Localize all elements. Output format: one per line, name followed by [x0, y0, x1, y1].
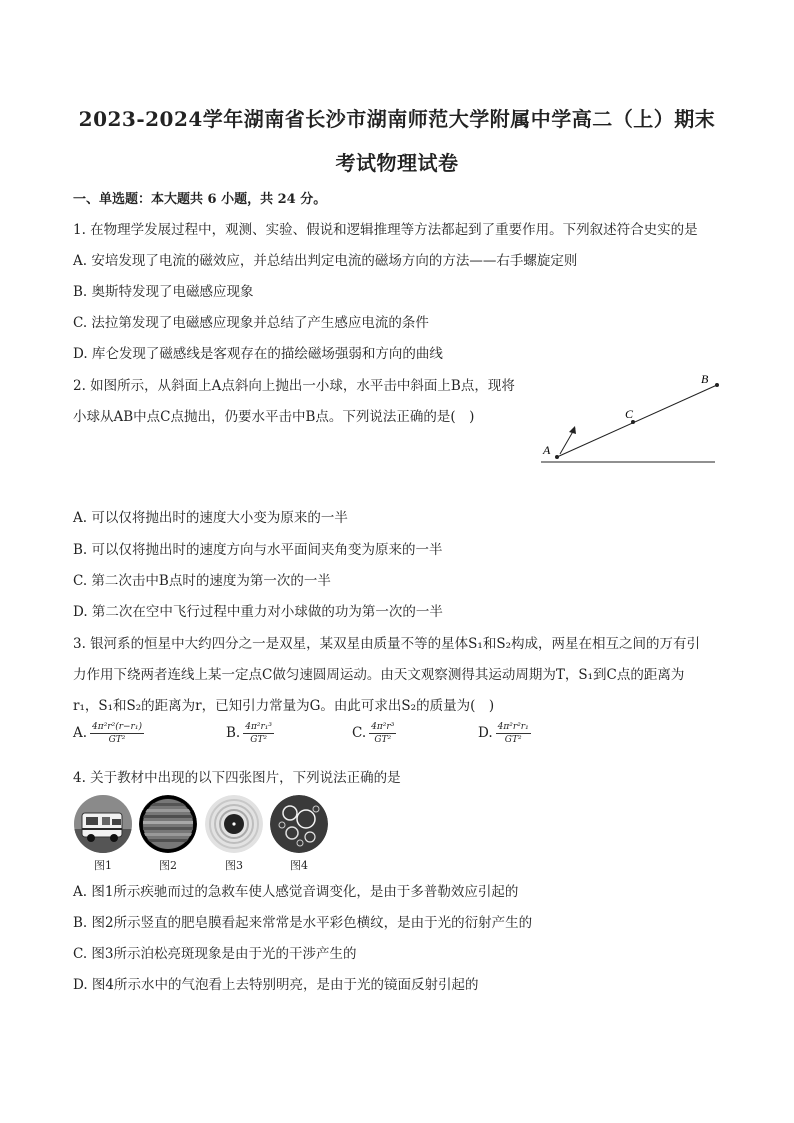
q1-option-c: C. 法拉第发现了电磁感应现象并总结了产生感应电流的条件 [73, 315, 429, 331]
label-c: C [625, 407, 634, 421]
bubbles-icon [270, 795, 328, 853]
q1-stem: 1. 在物理学发展过程中，观测、实验、假说和逻辑推理等方法都起到了重要作用。下列叙述符合史实的是 [73, 222, 698, 238]
q3-option-a [73, 722, 144, 745]
q3-d-numerator: 4π²r²r₁ [497, 722, 529, 732]
q2-option-c: C. 第二次击中B点时的速度为第一次的一半 [73, 573, 331, 589]
figure2-caption: 图2 [159, 859, 177, 872]
q3-d-label: D. [478, 725, 493, 741]
point-b [715, 383, 719, 387]
q4-option-d: D. 图4所示水中的气泡看上去特别明亮，是由于光的镜面反射引起的 [73, 977, 479, 993]
q4-option-b: B. 图2所示竖直的肥皂膜看起来常常是水平彩色横纹，是由于光的衍射产生的 [73, 915, 533, 931]
point-a [555, 455, 559, 459]
figure3-poisson-spot-image [205, 795, 263, 853]
label-a: A [543, 443, 551, 457]
q1-option-d: D. 库仑发现了磁感线是客观存在的描绘磁场强弱和方向的曲线 [73, 346, 443, 362]
figure2-soap-film-image [139, 795, 197, 853]
q3-a-label: A. [73, 725, 88, 741]
ambulance-icon [74, 795, 132, 853]
figure1-caption: 图1 [94, 859, 112, 872]
q3-b-numerator: 4π²r₁³ [245, 722, 272, 732]
q2-option-d: D. 第二次在空中飞行过程中重力对小球做的功为第一次的一半 [73, 604, 443, 620]
q3-option-b [226, 722, 274, 745]
q3-option-d [478, 722, 531, 745]
q1-option-b: B. 奥斯特发现了电磁感应现象 [73, 284, 254, 300]
q2-stem-line1: 2. 如图所示，从斜面上A点斜向上抛出一小球，水平击中斜面上B点，现将 [73, 378, 515, 394]
q3-a-fraction [90, 722, 144, 745]
q3-b-denominator: GT² [250, 735, 268, 745]
poisson-spot-icon [205, 795, 263, 853]
q3-b-label: B. [226, 725, 241, 741]
soap-film-icon [139, 795, 197, 853]
arrow-head [569, 426, 576, 434]
section-heading: 一、单选题：本大题共 6 小题，共 24 分。 [73, 192, 327, 207]
q3-a-denominator: GT² [108, 735, 126, 745]
page-title-line2: 考试物理试卷 [335, 151, 459, 175]
q3-b-fraction [243, 722, 274, 745]
incline-line [557, 385, 717, 457]
page-title: 2023-2024学年湖南省长沙市湖南师范大学附属中学高二（上）期末 [78, 107, 716, 131]
q3-c-label: C. [352, 725, 367, 741]
figure3-caption: 图3 [225, 859, 243, 872]
q3-stem-line2: 力作用下绕两者连线上某一定点C做匀速圆周运动。由天文观察测得其运动周期为T，S₁到C点的距离为 [73, 667, 685, 683]
q2-stem-line2: 小球从AB中点C点抛出，仍要水平击中B点。下列说法正确的是( ) [73, 409, 475, 425]
q2-option-b: B. 可以仅将抛出时的速度方向与水平面间夹角变为原来的一半 [73, 542, 443, 558]
q4-stem: 4. 关于教材中出现的以下四张图片，下列说法正确的是 [73, 770, 401, 786]
q3-option-c [352, 722, 396, 745]
q3-d-fraction [496, 722, 531, 745]
figure4-bubbles-image [270, 795, 328, 853]
label-b: B [701, 372, 709, 386]
q2-option-a: A. 可以仅将抛出时的速度大小变为原来的一半 [73, 510, 348, 526]
q4-option-c: C. 图3所示泊松亮斑现象是由于光的干涉产生的 [73, 946, 357, 962]
q3-stem-line1: 3. 银河系的恒星中大约四分之一是双星，某双星由质量不等的星体S₁和S₂构成，两星在相互之间的万有引 [73, 636, 700, 652]
q4-option-a: A. 图1所示疾驰而过的急救车使人感觉音调变化，是由于多普勒效应引起的 [73, 884, 519, 900]
q3-stem-line3: r₁，S₁和S₂的距离为r，已知引力常量为G。由此可求出S₂的质量为( ) [73, 698, 495, 714]
q2-incline-diagram [535, 368, 725, 468]
figure4-caption: 图4 [290, 859, 308, 872]
q1-option-a: A. 安培发现了电流的磁效应，并总结出判定电流的磁场方向的方法——右手螺旋定则 [73, 253, 578, 269]
q3-d-denominator: GT² [504, 735, 522, 745]
q3-a-numerator: 4π²r²(r−r₁) [92, 722, 142, 732]
q3-c-fraction [369, 722, 396, 745]
q3-c-denominator: GT² [374, 735, 392, 745]
q3-c-numerator: 4π²r³ [371, 722, 395, 732]
figure1-ambulance-image [74, 795, 132, 853]
